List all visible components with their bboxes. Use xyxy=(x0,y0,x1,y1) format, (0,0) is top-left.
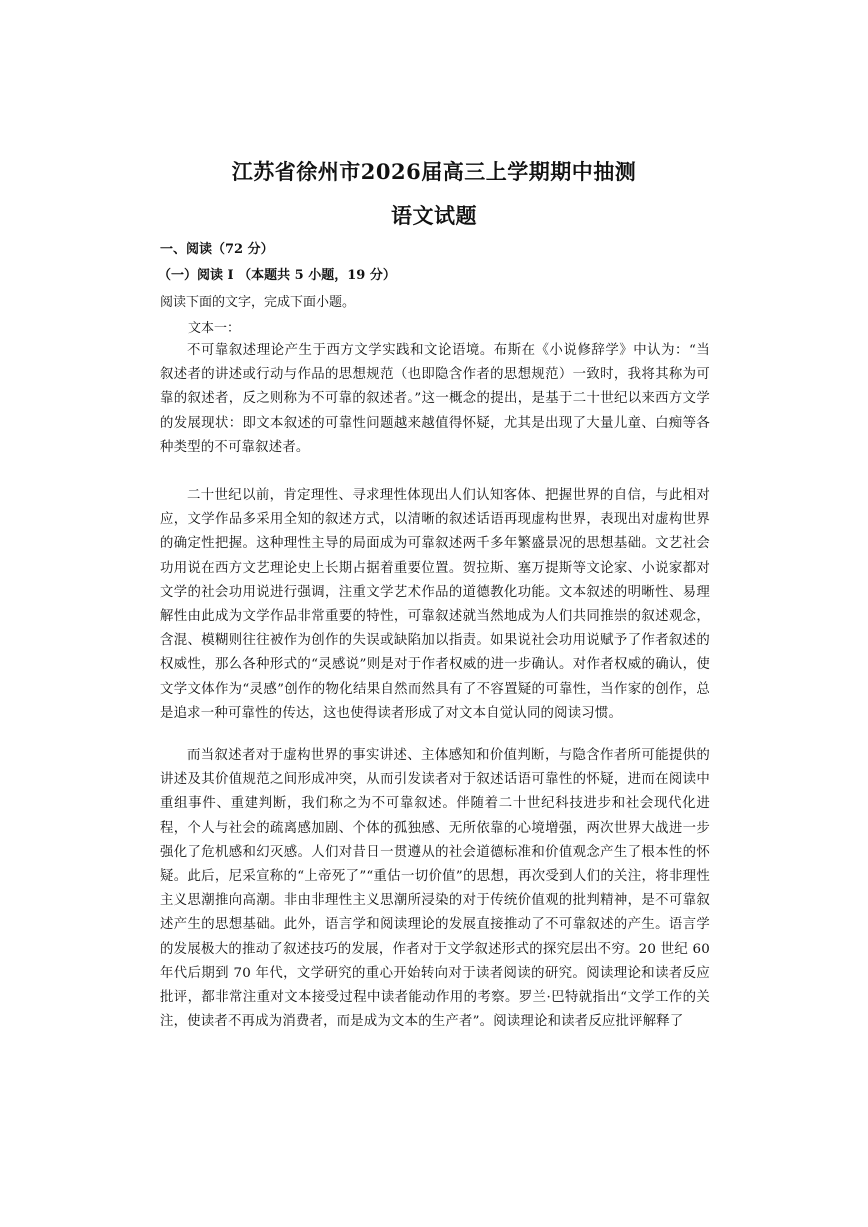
reading-instruction: 阅读下面的文字，完成下面小题。 xyxy=(160,295,356,310)
paragraph-text: 不可靠叙述理论产生于西方文学实践和文论语境。布斯在《小说修辞学》中认为：“当叙述者的讲述或行动与作品的思想规范（也即隐含作者的思想规范）一致时，我将其称为可靠的叙述者，反之则称为不可靠的叙述者。”这一概念的提出，是基于二十世纪以来西方文学的发展现状：即文本叙述的可靠性问题越来越值得怀疑，尤其是出现了大量儿童、白痴等各种类型的不可靠叙述者。 xyxy=(160,343,710,455)
paragraph xyxy=(160,744,710,1034)
text-label: 文本一： xyxy=(188,321,241,336)
paragraph xyxy=(160,339,710,460)
paragraph xyxy=(160,484,710,726)
paragraph-text: 而当叙述者对于虚构世界的事实讲述、主体感知和价值判断，与隐含作者所可能提供的讲述及其价值规范之间形成冲突，从而引发读者对于叙述话语可靠性的怀疑，进而在阅读中重组事件、重建判断，我们称之为不可靠叙述。伴随着二十世纪科技进步和社会现代化进程，个人与社会的疏离感加剧、个体的孤独感、无所依靠的心境增强，两次世界大战进一步强化了危机感和幻灭感。人们对昔日一贯遵从的社会道德标准和价值观念产生了根本性的怀疑。此后，尼采宣称的“上帝死了”“重估一切价值”的思想，再次受到人们的关注，将非理性主义思潮推向高潮。非由非理性主义思潮所浸染的对于传统价值观的批判精神，是不可靠叙述产生的思想基础。此外，语言学和阅读理论的发展直接推动了不可靠叙述的产生。语言学的发展极大的推动了叙述技巧的发展，作者对于文学叙述形式的探究层出不穷。20 世纪 60 年代后期到 70 年代，文学研究的重心开始转向对于读者阅读的研究。阅读理论和读者反应批评，都非常注重对文本接受过程中读者能动作用的考察。罗兰·巴特就指出“文学工作的关注，使读者不再成为消费者，而是成为文本的生产者”。阅读理论和读者反应批评解释了 xyxy=(160,748,710,1030)
paragraph-text: 二十世纪以前，肯定理性、寻求理性体现出人们认知客体、把握世界的自信，与此相对应，文学作品多采用全知的叙述方式，以清晰的叙述话语再现虚构世界，表现出对虚构世界的确定性把握。这种理性主导的局面成为可靠叙述两千多年繁盛景况的思想基础。文艺社会功用说在西方文艺理论史上长期占据着重要位置。贺拉斯、塞万提斯等文论家、小说家都对文学的社会功用说进行强调，注重文学艺术作品的道德教化功能。文本叙述的明晰性、易理解性由此成为文学作品非常重要的特性，可靠叙述就当然地成为人们共同推崇的叙述观念，含混、模糊则往往被作为创作的失误或缺陷加以指责。如果说社会功用说赋予了作者叙述的权威性，那么各种形式的“灵感说”则是对于作者权威的进一步确认。对作者权威的确认，使文学文体作为“灵感”创作的物化结果自然而然具有了不容置疑的可靠性，当作家的创作，总是追求一种可靠性的传达，这也使得读者形成了对文本自觉认同的阅读习惯。 xyxy=(160,488,710,721)
exam-title: 江苏省徐州市2026届高三上学期期中抽测 xyxy=(231,159,637,184)
exam-subtitle: 语文试题 xyxy=(391,203,477,228)
section-heading: 一、阅读（72 分） xyxy=(160,242,274,257)
subsection-heading: （一）阅读 I （本题共 5 小题，19 分） xyxy=(158,268,396,283)
